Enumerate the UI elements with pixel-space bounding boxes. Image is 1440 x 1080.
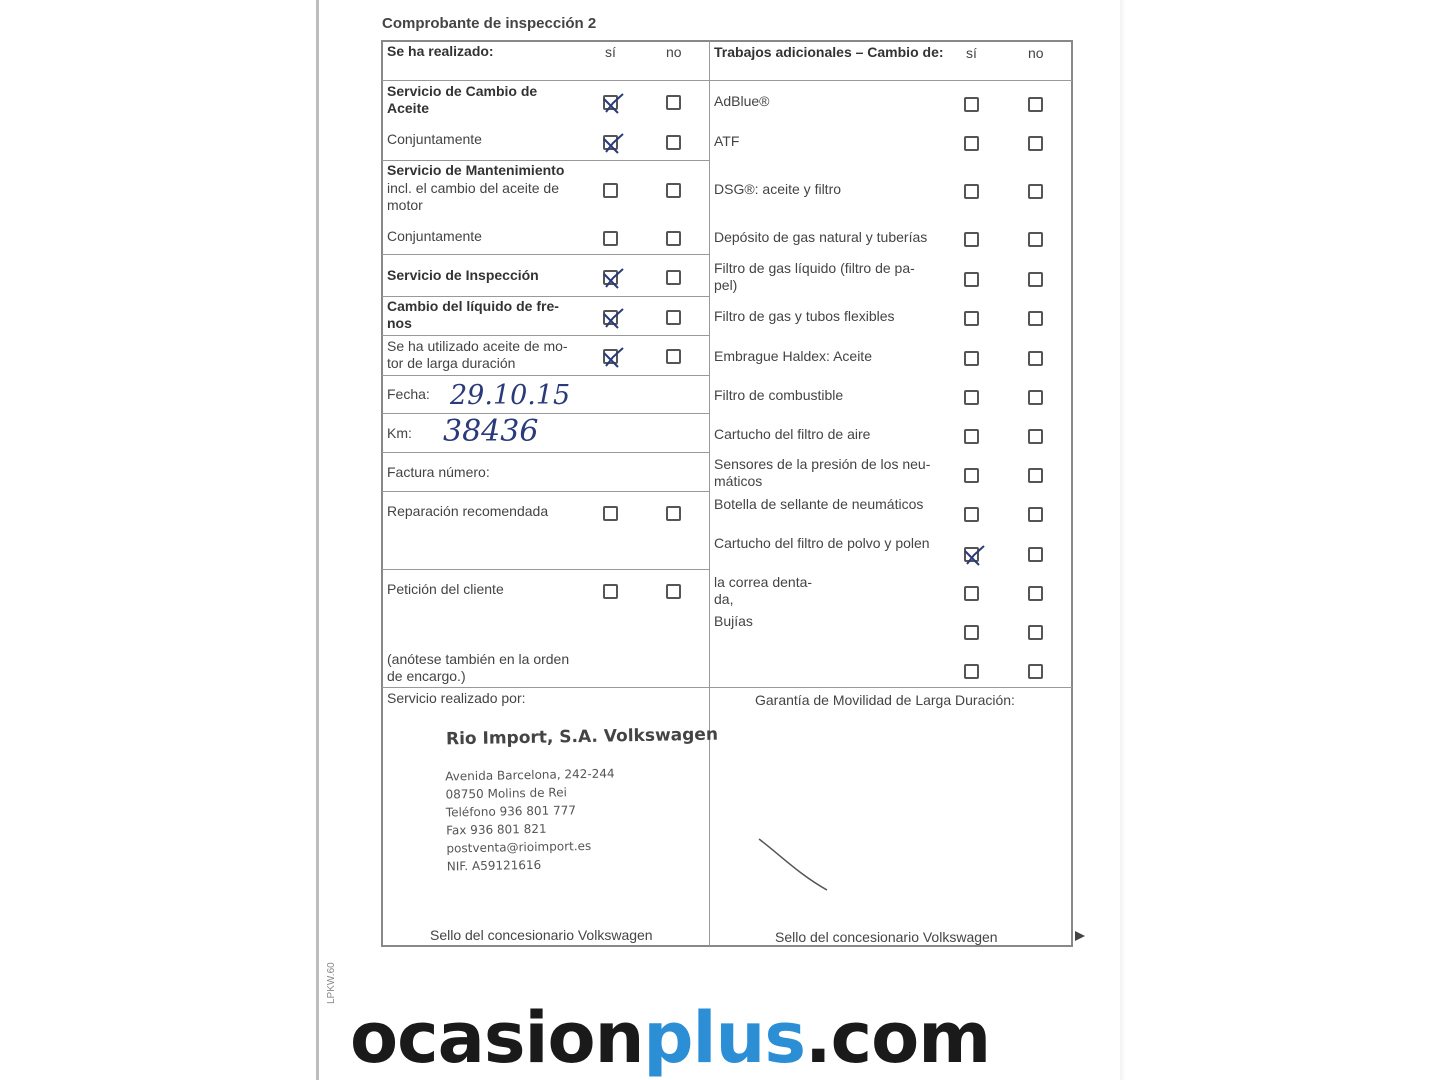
item-label-liquido-frenos: Cambio del líquido de fre-nos [387, 298, 559, 331]
checkbox-dsg-no[interactable] [1028, 184, 1043, 199]
item-label-filtro-combustible: Filtro de combustible [714, 387, 844, 403]
checkbox-dsg-si[interactable] [964, 184, 979, 199]
checkbox-filtro-polen-si[interactable] [964, 547, 979, 562]
checkbox-correa-dentada-no[interactable] [1028, 586, 1043, 601]
checkbox-conjuntamente-1-si[interactable] [603, 135, 618, 150]
row-divider [382, 254, 709, 255]
checkbox-adblue-si[interactable] [964, 97, 979, 112]
check-mark-icon [601, 266, 625, 292]
checkbox-bujias-no[interactable] [1028, 625, 1043, 640]
checkbox-atf-no[interactable] [1028, 136, 1043, 151]
checkbox-sellante-si[interactable] [964, 507, 979, 522]
item-label-aceite-larga-duracion: Se ha utilizado aceite de mo-tor de larga duración [387, 338, 568, 371]
checkbox-filtro-gas-tubos-si[interactable] [964, 311, 979, 326]
checkbox-haldex-no[interactable] [1028, 351, 1043, 366]
checkbox-sellante-no[interactable] [1028, 507, 1043, 522]
right-header-no: no [1028, 45, 1044, 61]
checkbox-sensores-presion-no[interactable] [1028, 468, 1043, 483]
row-divider [382, 491, 709, 492]
watermark-logo [350, 998, 990, 1078]
checkbox-filtro-combustible-no[interactable] [1028, 390, 1043, 405]
checkbox-filtro-aire-si[interactable] [964, 429, 979, 444]
checkbox-reparacion-si[interactable] [603, 506, 618, 521]
watermark-part: plus [643, 997, 806, 1079]
checkbox-aceite-larga-duracion-no[interactable] [666, 349, 681, 364]
checkbox-filtro-gas-liquido-si[interactable] [964, 272, 979, 287]
servicio-label: Servicio realizado por: [387, 690, 526, 706]
item-label-mantenimiento: Servicio de Mantenimiento [387, 162, 565, 178]
checkbox-atf-si[interactable] [964, 136, 979, 151]
reparacion-label: Reparación recomendada [387, 503, 549, 519]
checkbox-cambio-aceite-no[interactable] [666, 95, 681, 110]
row-divider [382, 569, 709, 570]
item-label-adblue: AdBlue® [714, 93, 770, 109]
stamp-line: NIF. A59121616 [446, 857, 542, 874]
item-label-bujias: Bujías [714, 613, 753, 629]
checkbox-filtro-aire-no[interactable] [1028, 429, 1043, 444]
servicio-footer: Sello del concesionario Volkswagen [430, 927, 653, 943]
stamp-line: Teléfono 936 801 777 [445, 803, 577, 820]
check-mark-icon [601, 345, 625, 371]
page-edge [1120, 0, 1126, 1080]
checkbox-conjuntamente-2-si[interactable] [603, 231, 618, 246]
stamp-line: Fax 936 801 821 [446, 821, 547, 838]
center-divider [709, 41, 710, 946]
item-label-filtro-polen: Cartucho del filtro de polvo y polen [714, 535, 930, 551]
left-header-label: Se ha realizado: [387, 43, 494, 59]
row-divider [382, 375, 709, 376]
item-label-filtro-gas-tubos: Filtro de gas y tubos flexibles [714, 308, 895, 324]
garantia-label: Garantía de Movilidad de Larga Duración: [755, 692, 1015, 708]
row-divider [382, 335, 709, 336]
dealer-stamp-address [445, 765, 616, 876]
item-sub-mantenimiento: incl. el cambio del aceite de motor [387, 180, 559, 213]
checkbox-conjuntamente-1-no[interactable] [666, 135, 681, 150]
checkbox-liquido-frenos-si[interactable] [603, 310, 618, 325]
checkbox-deposito-gas-si[interactable] [964, 232, 979, 247]
header-divider [382, 80, 1072, 81]
pen-stroke [755, 835, 835, 895]
item-label-sensores-presion: Sensores de la presión de los neu-máticos [714, 456, 931, 489]
item-label-deposito-gas: Depósito de gas natural y tuberías [714, 229, 928, 245]
left-header-si: sí [605, 44, 616, 60]
checkbox-correa-dentada-si[interactable] [964, 586, 979, 601]
checkbox-bujias-si[interactable] [964, 625, 979, 640]
checkbox-blank-si[interactable] [964, 664, 979, 679]
item-label-dsg: DSG®: aceite y filtro [714, 181, 842, 197]
checkbox-mantenimiento-no[interactable] [666, 183, 681, 198]
item-label-conjuntamente-2: Conjuntamente [387, 228, 482, 244]
garantia-footer: Sello del concesionario Volkswagen [775, 929, 998, 945]
checkbox-inspeccion-no[interactable] [666, 270, 681, 285]
checkbox-filtro-combustible-si[interactable] [964, 390, 979, 405]
item-label-sellante: Botella de sellante de neumáticos [714, 496, 924, 512]
stamp-line: 08750 Molins de Rei [445, 785, 568, 802]
checkbox-deposito-gas-no[interactable] [1028, 232, 1043, 247]
item-label-conjuntamente-1: Conjuntamente [387, 131, 482, 147]
fecha-label: Fecha: [387, 386, 430, 402]
km-value: 38436 [443, 414, 539, 449]
watermark-part: ocasion [350, 997, 644, 1079]
item-label-cambio-aceite: Servicio de Cambio de Aceite [387, 83, 538, 116]
factura-label: Factura número: [387, 464, 490, 480]
row-divider [382, 687, 1072, 688]
item-label-haldex: Embrague Haldex: Aceite [714, 348, 872, 364]
checkbox-filtro-gas-liquido-no[interactable] [1028, 272, 1043, 287]
dealer-stamp-name: Rio Import, S.A. Volkswagen [445, 724, 719, 750]
checkbox-haldex-si[interactable] [964, 351, 979, 366]
side-code: LPKW.60 [326, 962, 337, 1004]
peticion-note: (anótese también en la orden de encargo.) [387, 651, 570, 684]
checkbox-aceite-larga-duracion-si[interactable] [603, 349, 618, 364]
checkbox-filtro-gas-tubos-no[interactable] [1028, 311, 1043, 326]
stamp-line: Avenida Barcelona, 242-244 [445, 766, 615, 784]
form-title: Comprobante de inspección 2 [382, 15, 597, 32]
row-divider [382, 296, 709, 297]
checkbox-cambio-aceite-si[interactable] [603, 95, 618, 110]
check-mark-icon [601, 91, 625, 117]
checkbox-conjuntamente-2-no[interactable] [666, 231, 681, 246]
left-header-no: no [666, 44, 682, 60]
row-divider [382, 413, 709, 414]
item-label-filtro-gas-liquido: Filtro de gas líquido (filtro de pa-pel) [714, 260, 915, 293]
checkbox-inspeccion-si[interactable] [603, 270, 618, 285]
checkbox-peticion-si[interactable] [603, 584, 618, 599]
check-mark-icon [962, 543, 986, 569]
fecha-value: 29.10.15 [450, 380, 571, 411]
peticion-label: Petición del cliente [387, 581, 504, 597]
item-label-inspeccion: Servicio de Inspección [387, 267, 539, 283]
right-header-si: sí [966, 45, 977, 61]
row-divider [382, 452, 709, 453]
watermark-part: .com [805, 997, 991, 1079]
checkbox-blank-no[interactable] [1028, 664, 1043, 679]
checkbox-reparacion-no[interactable] [666, 506, 681, 521]
item-label-correa-dentada: la correa denta-da, [714, 574, 813, 607]
checkbox-peticion-no[interactable] [666, 584, 681, 599]
checkbox-adblue-no[interactable] [1028, 97, 1043, 112]
item-label-filtro-aire: Cartucho del filtro de aire [714, 426, 871, 442]
check-mark-icon [601, 306, 625, 332]
checkbox-filtro-polen-no[interactable] [1028, 547, 1043, 562]
item-label-atf: ATF [714, 133, 740, 149]
stamp-line: postventa@rioimport.es [446, 838, 592, 856]
checkbox-liquido-frenos-no[interactable] [666, 310, 681, 325]
checkbox-mantenimiento-si[interactable] [603, 183, 618, 198]
arrow-icon [1075, 931, 1085, 941]
check-mark-icon [601, 131, 625, 157]
checkbox-sensores-presion-si[interactable] [964, 468, 979, 483]
km-label: Km: [387, 425, 412, 441]
row-divider [382, 160, 709, 161]
right-header-label: Trabajos adicionales – Cambio de: [714, 44, 944, 60]
